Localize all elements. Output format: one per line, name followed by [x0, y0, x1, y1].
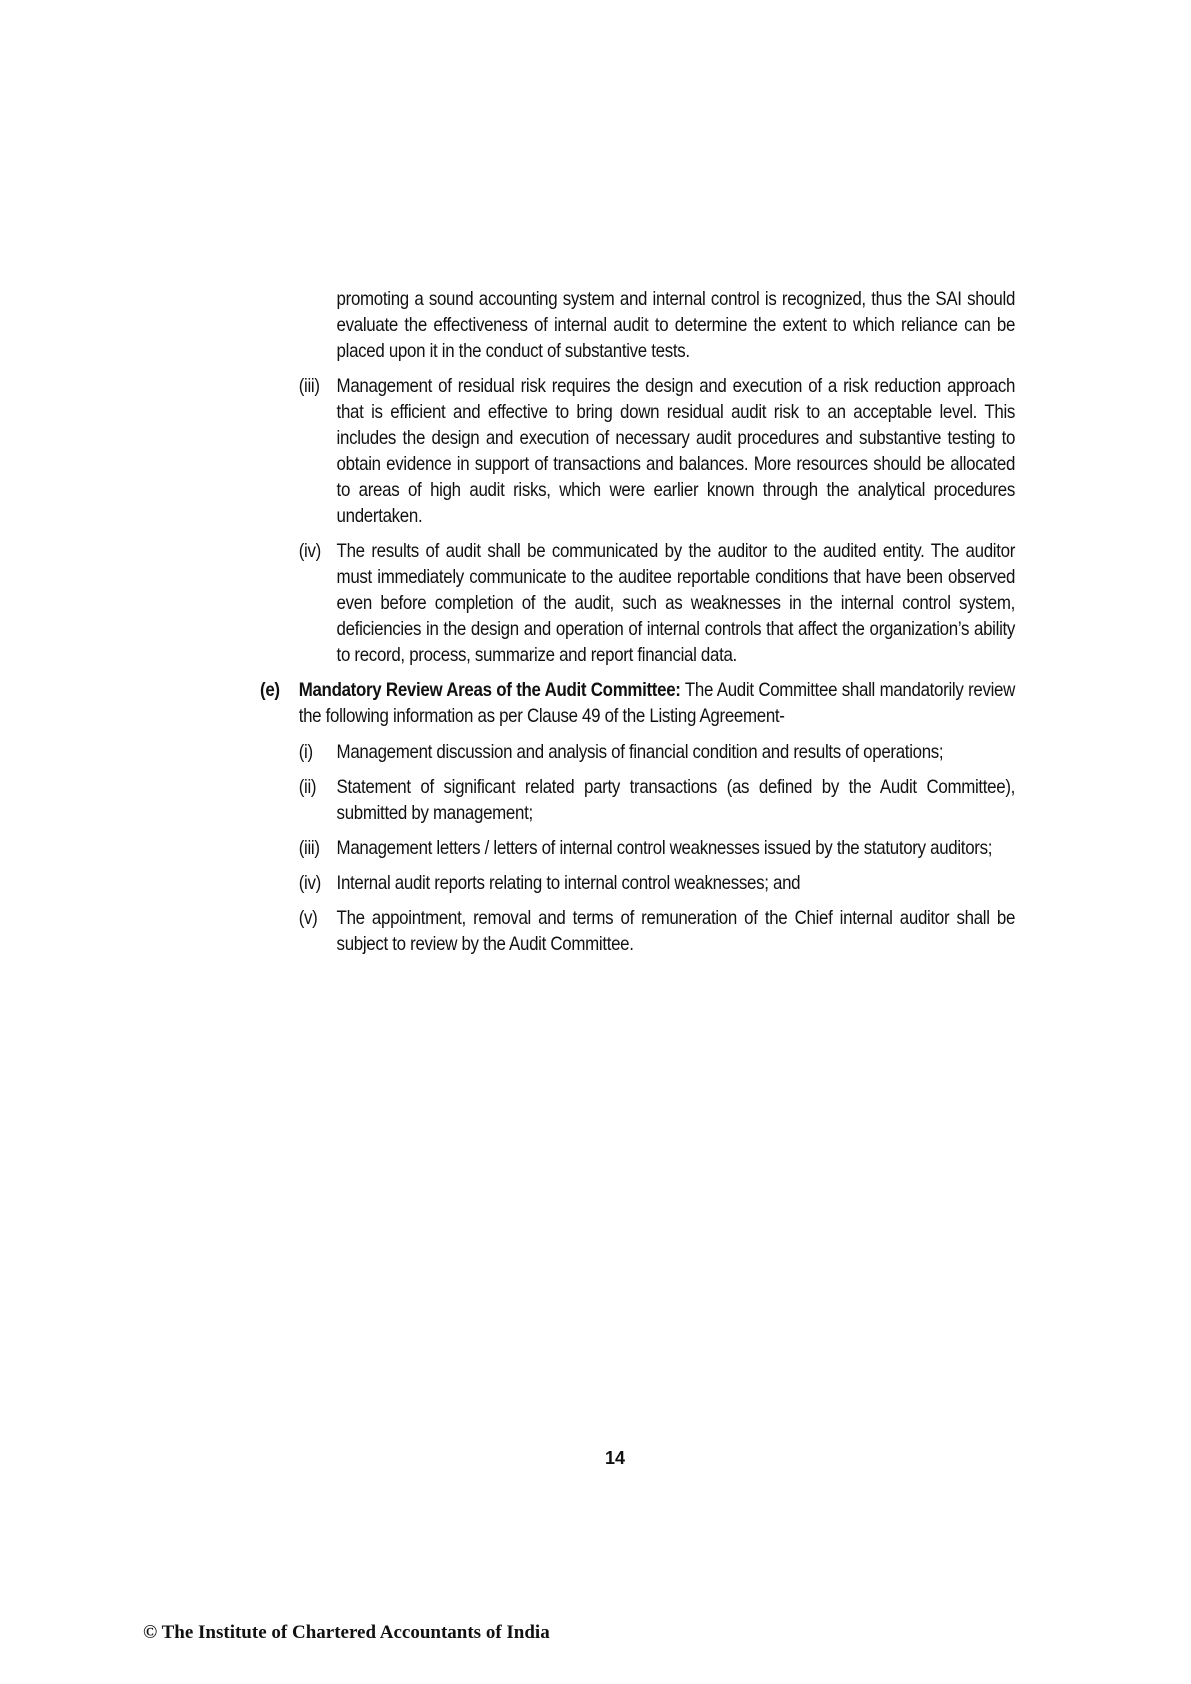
document-body [260, 287, 1016, 967]
list-item-text: The appointment, removal and terms of remuneration of the Chief internal auditor shall be subject to review by the Audit Committee. [336, 908, 1016, 955]
list-item-text: Management discussion and analysis of financial condition and results of operations; [336, 742, 944, 763]
page-number: 14 [604, 1448, 626, 1468]
list-item-e-v [260, 906, 1015, 958]
list-item-number: (iv) [298, 541, 321, 562]
list-item-number: (i) [298, 742, 313, 763]
list-item-text: Management letters / letters of internal control weaknesses issued by the statutory auditors; [336, 838, 993, 859]
list-item-e-i [260, 740, 1015, 766]
list-item-number: (v) [298, 908, 318, 929]
list-item-text: Statement of significant related party transactions (as defined by the Audit Committee), submitted by management; [336, 777, 1016, 824]
section-intro: The Audit Committee shall mandatorily review the following information as per Clause 49 of the Listing Agreement- [298, 680, 1016, 727]
list-item-number: (iv) [298, 873, 321, 894]
list-item-e-ii [260, 775, 1015, 827]
list-item-text: Internal audit reports relating to internal control weaknesses; and [336, 873, 801, 894]
section-heading: Mandatory Review Areas of the Audit Committee: [298, 680, 681, 701]
section-e [260, 678, 1015, 730]
list-item-text: The results of audit shall be communicated by the auditor to the audited entity. The auditor must immediately communicate to the auditee reportable conditions that have been observed even before completion of the audit, such as weaknesses in the internal control system, deficiencies in the design and operation of internal controls that affect the organization’s ability to record, process, summarize and report financial data. [336, 541, 1016, 666]
list-item-number: (iii) [298, 376, 320, 397]
section-number: (e) [260, 680, 280, 701]
list-item-e-iii [260, 836, 1015, 862]
list-item-number: (ii) [298, 777, 317, 798]
list-item-d-iii [260, 374, 1015, 530]
footer-copyright: © The Institute of Chartered Accountants of India [143, 1622, 550, 1643]
list-item-e-iv [260, 871, 1015, 897]
list-item-number: (iii) [298, 838, 320, 859]
continued-paragraph: promoting a sound accounting system and internal control is recognized, thus the SAI should evaluate the effectiveness of internal audit to determine the extent to which reliance can be placed upon it in the conduct of substantive tests. [336, 289, 1016, 362]
list-item-text: Management of residual risk requires the design and execution of a risk reduction approach that is efficient and effective to bring down residual audit risk to an acceptable level. This includes the design and execution of necessary audit procedures and substantive testing to obtain evidence in support of transactions and balances. More resources should be allocated to areas of high audit risks, which were earlier known through the analytical procedures undertaken. [336, 376, 1016, 527]
list-item-d-iv [260, 539, 1015, 669]
